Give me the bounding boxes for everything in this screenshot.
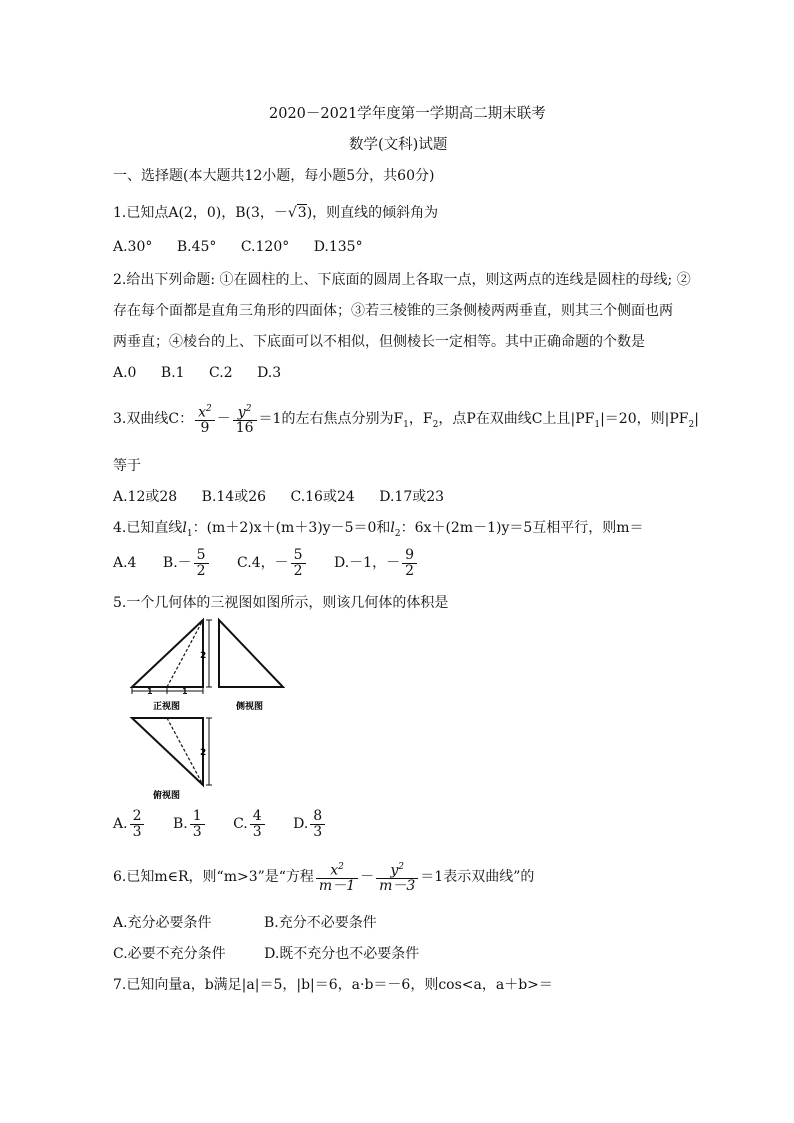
svg-text:2: 2 — [200, 651, 207, 661]
q6-option-d[interactable]: D.既不充分也不必要条件 — [264, 946, 420, 962]
q3-option-a[interactable]: A.12或28 — [113, 489, 178, 505]
front-view-label: 正视图 — [153, 702, 181, 712]
q5-option-b-text: B. — [172, 816, 188, 832]
q5-option-a[interactable]: A. $\frac{2}{3}$ — [113, 803, 146, 845]
q4-option-b-text: B.－ — [162, 555, 192, 571]
y2-over-m-3: $\frac{y^2}{m-3}$ — [376, 860, 418, 895]
question-1: 1.已知点A(2，0)，B(3，－√3)，则直线的倾斜角为 — [113, 205, 439, 221]
q1-option-c[interactable]: C.120° — [240, 239, 290, 255]
question-3-line-2: 等于 — [113, 458, 141, 474]
q5-option-b[interactable]: B. $\frac{1}{3}$ — [173, 803, 207, 845]
question-2-line-1: 2.给出下列命题: ①在圆柱的上、下底面的圆周上各取一点，则这两点的连线是圆柱的母线; ② — [113, 272, 691, 288]
q3-option-b[interactable]: B.14或26 — [201, 489, 267, 505]
question-1-text-a: 1.已知点A(2，0)，B(3，－ — [113, 205, 288, 221]
question-6-options-row-1 — [113, 913, 397, 933]
q2-option-a[interactable]: A.0 — [113, 365, 137, 381]
question-3-options — [113, 487, 464, 507]
question-4-text-a: 4.已知直线 — [113, 520, 183, 536]
q4-option-d-text: D.－1，－ — [334, 555, 401, 571]
svg-text:2: 2 — [200, 748, 207, 758]
question-3-suffix-3: |＝20，则|PF — [600, 411, 689, 427]
question-6: 6.已知m∈R，则“m>3”是“方程 $\frac{x^2}{m-1}$ － $\frac{y^2}{m-3}$ ＝1表示双曲线”的 — [113, 861, 535, 895]
q1-option-a[interactable]: A.30° — [113, 239, 153, 255]
question-3-prefix: 3.双曲线C： — [113, 411, 194, 427]
question-6-options-row-2 — [113, 944, 439, 964]
q2-option-b[interactable]: B.1 — [160, 365, 185, 381]
question-4: 4.已知直线$l_1$：(m＋2)x＋(m＋3)y－5＝0和$l_2$：6x＋(2m－1)y＝5互相平行，则m＝ — [113, 520, 644, 539]
question-3: 3.双曲线C： $\frac{x^2}{9}$ － $\frac{y^2}{16}$ ＝1的左右焦点分别为$F_1$，$F_2$，点P在双曲线C上且$|PF_1|=20$，则$|PF_2|$ — [113, 403, 699, 437]
q4-option-a-text: A.4 — [113, 555, 137, 571]
q1-option-b[interactable]: B.45° — [176, 239, 217, 255]
exam-subtitle: 数学(文科)试题 — [349, 137, 448, 153]
top-view — [132, 718, 212, 801]
question-5: 5.一个几何体的三视图如图所示，则该几何体的体积是 — [113, 595, 449, 611]
side-view — [219, 620, 283, 712]
question-1-text-b: )，则直线的倾斜角为 — [306, 205, 439, 221]
question-6-suffix: ＝1表示双曲线”的 — [420, 869, 535, 885]
question-4-options — [113, 542, 439, 584]
question-4-text-c: ：6x＋(2m－1)y＝5互相平行，则m＝ — [400, 520, 644, 536]
three-view-figure — [125, 615, 285, 805]
question-2-options — [113, 363, 301, 383]
q6-option-b[interactable]: B.充分不必要条件 — [264, 915, 377, 931]
question-7: 7.已知向量a，b满足|a|＝5，|b|＝6，a·b＝－6，则cos<a，a＋b>＝ — [113, 977, 553, 993]
q6-option-a[interactable]: A.充分必要条件 — [113, 915, 212, 931]
question-1-options — [113, 237, 383, 257]
q1-option-d[interactable]: D.135° — [313, 239, 363, 255]
question-3-suffix: ＝1的左右焦点分别为F — [258, 411, 404, 427]
side-view-label: 侧视图 — [236, 702, 264, 712]
q5-option-d[interactable]: D. $\frac{8}{3}$ — [293, 803, 327, 845]
q4-option-c[interactable]: C.4，－ $\frac{5}{2}$ — [237, 542, 308, 584]
svg-text:1: 1 — [182, 687, 188, 696]
q5-option-c[interactable]: C. $\frac{4}{3}$ — [233, 803, 267, 845]
q2-option-c[interactable]: C.2 — [209, 365, 233, 381]
q4-option-b[interactable]: B.－ $\frac{5}{2}$ — [163, 542, 211, 584]
question-3-suffix-2: ，点P在双曲线C上且|PF — [438, 411, 595, 427]
section-heading: 一、选择题(本大题共12小题，每小题5分，共60分) — [113, 168, 435, 184]
x2-over-m-1: $\frac{x^2}{m-1}$ — [316, 860, 358, 895]
q4-option-a[interactable] — [113, 542, 136, 584]
q5-option-d-text: D. — [293, 816, 309, 832]
q3-option-d[interactable]: D.17或23 — [379, 489, 445, 505]
q4-option-c-text: C.4，－ — [237, 555, 289, 571]
q6-option-c[interactable]: C.必要不充分条件 — [113, 946, 226, 962]
question-5-options — [113, 803, 347, 845]
svg-text:1: 1 — [147, 687, 153, 696]
y2-over-16: $\frac{y^2}{16}$ — [233, 402, 257, 437]
front-view — [132, 620, 212, 712]
q5-option-c-text: C. — [233, 816, 248, 832]
question-6-prefix: 6.已知m∈R，则“m>3”是“方程 — [113, 869, 314, 885]
q5-option-a-text: A. — [113, 816, 128, 832]
q3-option-c[interactable]: C.16或24 — [290, 489, 355, 505]
q2-option-d[interactable]: D.3 — [257, 365, 282, 381]
question-2-line-2: 存在每个面都是直角三角形的四面体；③若三棱锥的三条侧棱两两垂直，则其三个侧面也两 — [113, 303, 673, 319]
q4-option-d[interactable]: D.－1，－ $\frac{9}{2}$ — [334, 542, 419, 584]
exam-title: 2020－2021学年度第一学期高二期末联考 — [269, 106, 546, 122]
question-4-text-b: ：(m＋2)x＋(m＋3)y－5＝0和 — [192, 520, 391, 536]
question-2-line-3: 两垂直；④棱台的上、下底面可以不相似，但侧棱长一定相等。其中正确命题的个数是 — [113, 334, 645, 350]
x2-over-9: $\frac{x^2}{9}$ — [195, 402, 215, 437]
top-view-label: 俯视图 — [153, 791, 181, 801]
